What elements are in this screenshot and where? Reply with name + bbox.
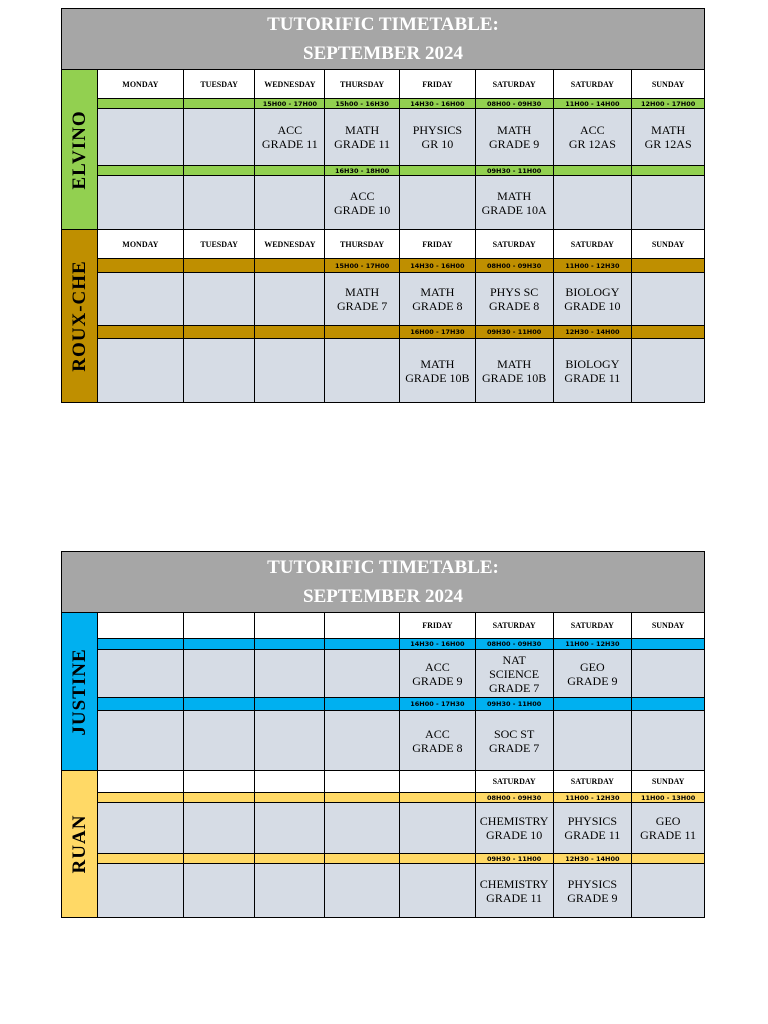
time-slot bbox=[400, 639, 476, 649]
class-cell bbox=[255, 109, 325, 165]
day-header bbox=[476, 230, 554, 258]
class-cell bbox=[255, 711, 325, 770]
class-cell-text: MATH GRADE 10B bbox=[405, 356, 470, 385]
class-cell bbox=[255, 803, 325, 853]
class-cell bbox=[98, 864, 184, 917]
class-cell-text: PHYSICS GR 10 bbox=[412, 123, 463, 151]
class-row bbox=[98, 711, 704, 770]
class-cell bbox=[325, 864, 400, 917]
day-header bbox=[184, 230, 256, 258]
class-cell-text: ACC GRADE 10 bbox=[333, 188, 391, 217]
class-cell bbox=[255, 864, 325, 917]
class-cell bbox=[632, 803, 704, 853]
day-header bbox=[632, 613, 704, 638]
time-slot bbox=[184, 854, 256, 863]
time-slot bbox=[255, 793, 325, 802]
time-slot-text: 15H00 - 17H00 bbox=[262, 99, 318, 108]
time-slot-text: 14H30 - 16H00 bbox=[410, 99, 465, 108]
day-header-text: SATURDAY bbox=[492, 621, 536, 630]
time-slot bbox=[400, 326, 476, 338]
day-header-text: SUNDAY bbox=[651, 239, 685, 249]
class-cell bbox=[184, 273, 256, 325]
time-slot bbox=[325, 698, 400, 710]
class-cell bbox=[632, 273, 704, 325]
time-slot bbox=[184, 639, 256, 649]
class-cell-text: PHYS SC GRADE 8 bbox=[488, 285, 540, 313]
day-header bbox=[325, 613, 400, 638]
tutor-block-elvino bbox=[62, 70, 704, 230]
time-slot bbox=[98, 639, 184, 649]
time-slot bbox=[554, 166, 633, 175]
day-header bbox=[325, 230, 400, 258]
time-slot bbox=[325, 326, 400, 338]
class-cell-text: MATH GRADE 9 bbox=[488, 123, 540, 151]
time-slot bbox=[184, 793, 256, 802]
day-header bbox=[184, 771, 256, 792]
day-header-row bbox=[98, 230, 704, 259]
time-row bbox=[98, 99, 704, 109]
day-header bbox=[632, 230, 704, 258]
class-cell bbox=[325, 711, 400, 770]
time-slot-text: 09H30 - 11H00 bbox=[486, 700, 542, 708]
day-header-text: SATURDAY bbox=[492, 777, 536, 786]
day-header-text: SATURDAY bbox=[492, 79, 536, 89]
time-slot bbox=[98, 793, 184, 802]
time-row bbox=[98, 793, 704, 803]
time-slot bbox=[476, 259, 554, 272]
time-slot-text: 12H00 - 17H00 bbox=[640, 99, 696, 108]
time-slot bbox=[632, 326, 704, 338]
class-cell-text: GEO GRADE 11 bbox=[640, 814, 697, 842]
tutor-block-roux-che bbox=[62, 230, 704, 402]
day-header-text: SATURDAY bbox=[570, 777, 614, 786]
time-slot bbox=[476, 854, 554, 863]
class-cell bbox=[554, 339, 633, 402]
day-header bbox=[476, 771, 554, 792]
class-cell bbox=[632, 176, 704, 229]
day-header-text: THURSDAY bbox=[340, 239, 385, 249]
day-header-text: SATURDAY bbox=[570, 621, 614, 630]
day-header bbox=[255, 70, 325, 98]
class-cell bbox=[632, 339, 704, 402]
class-cell bbox=[184, 109, 256, 165]
time-slot-text: 16H30 - 18H00 bbox=[334, 166, 390, 175]
class-cell bbox=[400, 176, 476, 229]
time-slot bbox=[632, 793, 704, 802]
tutor-name-cell bbox=[62, 613, 98, 770]
title-line-1: TUTORIFIC TIMETABLE: bbox=[267, 557, 499, 578]
time-slot-text: 11H00 - 12H30 bbox=[565, 793, 620, 802]
day-header-text: WEDNESDAY bbox=[264, 79, 316, 89]
time-slot-text: 11H00 - 13H00 bbox=[640, 793, 696, 802]
class-cell-text: NAT SCIENCE GRADE 7 bbox=[488, 652, 540, 695]
class-cell bbox=[98, 650, 184, 697]
class-cell bbox=[184, 339, 256, 402]
class-cell-text: ACC GRADE 8 bbox=[412, 726, 463, 755]
time-slot bbox=[184, 166, 256, 175]
class-cell bbox=[554, 176, 633, 229]
time-slot bbox=[554, 259, 633, 272]
time-slot bbox=[554, 854, 633, 863]
time-slot bbox=[554, 793, 633, 802]
time-slot-text: 09H30 - 11H00 bbox=[486, 166, 542, 175]
title-line-1: TUTORIFIC TIMETABLE: bbox=[267, 14, 499, 35]
time-slot bbox=[325, 99, 400, 108]
class-cell bbox=[400, 711, 476, 770]
time-row bbox=[98, 698, 704, 711]
class-cell bbox=[255, 650, 325, 697]
time-slot bbox=[255, 698, 325, 710]
time-slot bbox=[98, 326, 184, 338]
day-header-row bbox=[98, 613, 704, 639]
day-header bbox=[98, 230, 184, 258]
class-cell bbox=[400, 803, 476, 853]
time-slot bbox=[255, 166, 325, 175]
time-slot bbox=[476, 793, 554, 802]
time-slot bbox=[325, 259, 400, 272]
time-row bbox=[98, 639, 704, 650]
class-cell bbox=[476, 803, 554, 853]
time-slot bbox=[400, 259, 476, 272]
time-slot bbox=[255, 326, 325, 338]
class-cell bbox=[554, 273, 633, 325]
class-cell bbox=[255, 176, 325, 229]
day-header-text: SATURDAY bbox=[570, 239, 614, 249]
time-slot bbox=[184, 326, 256, 338]
day-header bbox=[98, 70, 184, 98]
day-header bbox=[476, 70, 554, 98]
time-slot bbox=[632, 698, 704, 710]
class-row bbox=[98, 273, 704, 326]
time-slot-text: 16H00 - 17H30 bbox=[410, 328, 465, 336]
tutor-name-cell bbox=[62, 70, 98, 229]
timetable-title bbox=[62, 9, 704, 70]
class-cell-text: PHYSICS GRADE 11 bbox=[564, 814, 621, 842]
time-slot bbox=[632, 99, 704, 108]
time-slot bbox=[184, 99, 256, 108]
time-slot bbox=[400, 698, 476, 710]
time-slot bbox=[98, 854, 184, 863]
class-cell bbox=[476, 273, 554, 325]
day-header bbox=[98, 771, 184, 792]
time-slot-text: 08H00 - 09H30 bbox=[486, 261, 542, 270]
class-cell-text: SOC ST GRADE 7 bbox=[488, 726, 540, 755]
class-cell-text: BIOLOGY GRADE 10 bbox=[564, 285, 621, 313]
tutor-block-justine bbox=[62, 613, 704, 771]
class-cell bbox=[325, 650, 400, 697]
class-row bbox=[98, 176, 704, 229]
class-cell bbox=[554, 711, 633, 770]
time-slot bbox=[554, 639, 633, 649]
class-cell bbox=[400, 339, 476, 402]
time-slot bbox=[632, 259, 704, 272]
day-header-text: THURSDAY bbox=[340, 79, 385, 89]
day-header-text: SUNDAY bbox=[651, 777, 685, 786]
time-slot bbox=[255, 99, 325, 108]
day-header bbox=[98, 613, 184, 638]
time-slot bbox=[632, 854, 704, 863]
class-cell bbox=[325, 109, 400, 165]
class-cell bbox=[325, 176, 400, 229]
time-slot-text: 14H30 - 16H00 bbox=[410, 261, 465, 270]
class-cell bbox=[184, 176, 256, 229]
day-header bbox=[325, 771, 400, 792]
time-slot bbox=[476, 639, 554, 649]
class-cell bbox=[554, 803, 633, 853]
class-cell bbox=[476, 711, 554, 770]
tutor-name: ELVINO bbox=[68, 109, 90, 190]
time-slot bbox=[476, 698, 554, 710]
day-header-text: FRIDAY bbox=[422, 79, 453, 89]
time-slot-text: 12H30 - 14H00 bbox=[565, 328, 620, 336]
class-cell bbox=[255, 273, 325, 325]
class-cell bbox=[476, 864, 554, 917]
day-header bbox=[554, 230, 633, 258]
class-cell bbox=[325, 273, 400, 325]
day-header-text: SATURDAY bbox=[570, 79, 614, 89]
time-slot-text: 08H00 - 09H30 bbox=[486, 793, 542, 802]
timetable-title bbox=[62, 552, 704, 613]
day-header bbox=[632, 70, 704, 98]
time-slot-text: 08H00 - 09H30 bbox=[486, 640, 542, 648]
class-cell bbox=[98, 339, 184, 402]
class-cell-text: BIOLOGY GRADE 11 bbox=[564, 356, 621, 385]
day-header-row bbox=[98, 70, 704, 99]
time-slot bbox=[325, 854, 400, 863]
time-slot bbox=[184, 259, 256, 272]
class-cell bbox=[632, 864, 704, 917]
day-header-text: WEDNESDAY bbox=[264, 239, 316, 249]
class-cell bbox=[476, 650, 554, 697]
class-cell bbox=[632, 711, 704, 770]
day-header-text: TUESDAY bbox=[200, 79, 238, 89]
class-cell bbox=[184, 803, 256, 853]
time-slot bbox=[255, 854, 325, 863]
time-slot bbox=[400, 793, 476, 802]
day-header bbox=[554, 70, 633, 98]
class-cell bbox=[632, 650, 704, 697]
time-slot bbox=[400, 166, 476, 175]
day-header bbox=[632, 771, 704, 792]
class-cell bbox=[325, 803, 400, 853]
class-row bbox=[98, 109, 704, 166]
time-slot bbox=[184, 698, 256, 710]
class-cell-text: CHEMISTRY GRADE 10 bbox=[479, 814, 549, 842]
class-cell bbox=[476, 176, 554, 229]
timetable-september-2024-b bbox=[61, 551, 705, 918]
day-header bbox=[255, 230, 325, 258]
class-cell bbox=[98, 273, 184, 325]
time-row bbox=[98, 259, 704, 273]
day-header-text: MONDAY bbox=[122, 239, 159, 249]
class-cell bbox=[400, 650, 476, 697]
time-slot bbox=[400, 99, 476, 108]
tutor-name: ROUX-CHE bbox=[68, 260, 90, 372]
class-cell-text: MATH GRADE 7 bbox=[336, 285, 388, 313]
time-slot bbox=[632, 639, 704, 649]
time-slot bbox=[554, 99, 633, 108]
time-slot bbox=[325, 793, 400, 802]
time-slot bbox=[98, 99, 184, 108]
time-slot bbox=[325, 166, 400, 175]
class-cell-text: ACC GRADE 11 bbox=[261, 123, 318, 151]
time-slot bbox=[554, 326, 633, 338]
class-row bbox=[98, 864, 704, 917]
day-header-text: SUNDAY bbox=[651, 79, 685, 89]
class-cell-text: MATH GRADE 10B bbox=[481, 356, 547, 385]
day-header-text: SUNDAY bbox=[651, 621, 685, 630]
class-cell bbox=[554, 109, 633, 165]
day-header-text: MONDAY bbox=[122, 79, 159, 89]
class-row bbox=[98, 803, 704, 854]
class-cell bbox=[400, 864, 476, 917]
class-cell bbox=[184, 711, 256, 770]
class-cell-text: CHEMISTRY GRADE 11 bbox=[479, 876, 549, 905]
time-slot-text: 15H00 - 17H00 bbox=[334, 261, 390, 270]
class-cell bbox=[554, 650, 633, 697]
time-slot bbox=[98, 259, 184, 272]
day-header bbox=[184, 70, 256, 98]
class-cell bbox=[98, 176, 184, 229]
time-slot-text: 15h00 - 16H30 bbox=[335, 99, 389, 108]
day-header-text: SATURDAY bbox=[492, 239, 536, 249]
time-slot bbox=[400, 854, 476, 863]
time-slot-text: 11H00 - 12H30 bbox=[565, 640, 620, 648]
day-header bbox=[554, 771, 633, 792]
class-cell bbox=[632, 109, 704, 165]
class-cell-text: ACC GR 12AS bbox=[568, 123, 616, 151]
class-cell bbox=[476, 339, 554, 402]
day-header-text: FRIDAY bbox=[422, 621, 453, 630]
time-slot bbox=[255, 639, 325, 649]
time-slot-text: 11H00 - 14H00 bbox=[565, 99, 620, 108]
time-slot bbox=[632, 166, 704, 175]
class-row bbox=[98, 650, 704, 698]
day-header bbox=[400, 70, 476, 98]
class-cell bbox=[184, 864, 256, 917]
time-row bbox=[98, 854, 704, 864]
title-line-2: SEPTEMBER 2024 bbox=[303, 43, 463, 64]
time-slot bbox=[255, 259, 325, 272]
class-cell-text: MATH GRADE 10A bbox=[481, 188, 547, 217]
time-slot-text: 09H30 - 11H00 bbox=[486, 328, 542, 336]
time-slot bbox=[554, 698, 633, 710]
tutor-name-cell bbox=[62, 771, 98, 917]
class-row bbox=[98, 339, 704, 402]
time-slot bbox=[476, 166, 554, 175]
tutor-name: RUAN bbox=[68, 814, 90, 874]
day-header bbox=[255, 771, 325, 792]
class-cell bbox=[98, 711, 184, 770]
tutor-name: JUSTINE bbox=[68, 647, 90, 736]
day-header bbox=[554, 613, 633, 638]
class-cell bbox=[400, 109, 476, 165]
class-cell-text: MATH GRADE 11 bbox=[334, 123, 391, 151]
day-header-row bbox=[98, 771, 704, 793]
day-header bbox=[325, 70, 400, 98]
title-line-2: SEPTEMBER 2024 bbox=[303, 586, 463, 607]
day-header bbox=[255, 613, 325, 638]
day-header bbox=[400, 613, 476, 638]
day-header-text: FRIDAY bbox=[422, 239, 453, 249]
time-slot-text: 08H00 - 09H30 bbox=[486, 99, 542, 108]
class-cell-text: MATH GR 12AS bbox=[644, 123, 692, 151]
class-cell bbox=[98, 109, 184, 165]
class-cell bbox=[255, 339, 325, 402]
time-row bbox=[98, 326, 704, 339]
time-slot-text: 09H30 - 11H00 bbox=[486, 854, 542, 863]
time-slot bbox=[476, 99, 554, 108]
class-cell-text: ACC GRADE 9 bbox=[412, 659, 463, 688]
tutor-name-cell bbox=[62, 230, 98, 402]
day-header bbox=[400, 771, 476, 792]
time-slot-text: 11H00 - 12H30 bbox=[565, 261, 620, 270]
class-cell-text: MATH GRADE 8 bbox=[412, 285, 463, 313]
class-cell bbox=[400, 273, 476, 325]
time-slot-text: 12H30 - 14H00 bbox=[565, 854, 620, 863]
day-header bbox=[476, 613, 554, 638]
day-header bbox=[184, 613, 256, 638]
class-cell bbox=[98, 803, 184, 853]
class-cell bbox=[554, 864, 633, 917]
time-slot bbox=[325, 639, 400, 649]
class-cell bbox=[476, 109, 554, 165]
tutor-block-ruan bbox=[62, 771, 704, 917]
class-cell-text: PHYSICS GRADE 9 bbox=[567, 876, 618, 905]
day-header-text: TUESDAY bbox=[200, 239, 238, 249]
timetable-september-2024-a bbox=[61, 8, 705, 403]
time-row bbox=[98, 166, 704, 176]
time-slot-text: 14H30 - 16H00 bbox=[410, 640, 465, 648]
day-header bbox=[400, 230, 476, 258]
class-cell-text: GEO GRADE 9 bbox=[567, 659, 618, 688]
class-cell bbox=[184, 650, 256, 697]
time-slot bbox=[98, 698, 184, 710]
time-slot bbox=[98, 166, 184, 175]
class-cell bbox=[325, 339, 400, 402]
time-slot-text: 16H00 - 17H30 bbox=[410, 700, 465, 708]
time-slot bbox=[476, 326, 554, 338]
